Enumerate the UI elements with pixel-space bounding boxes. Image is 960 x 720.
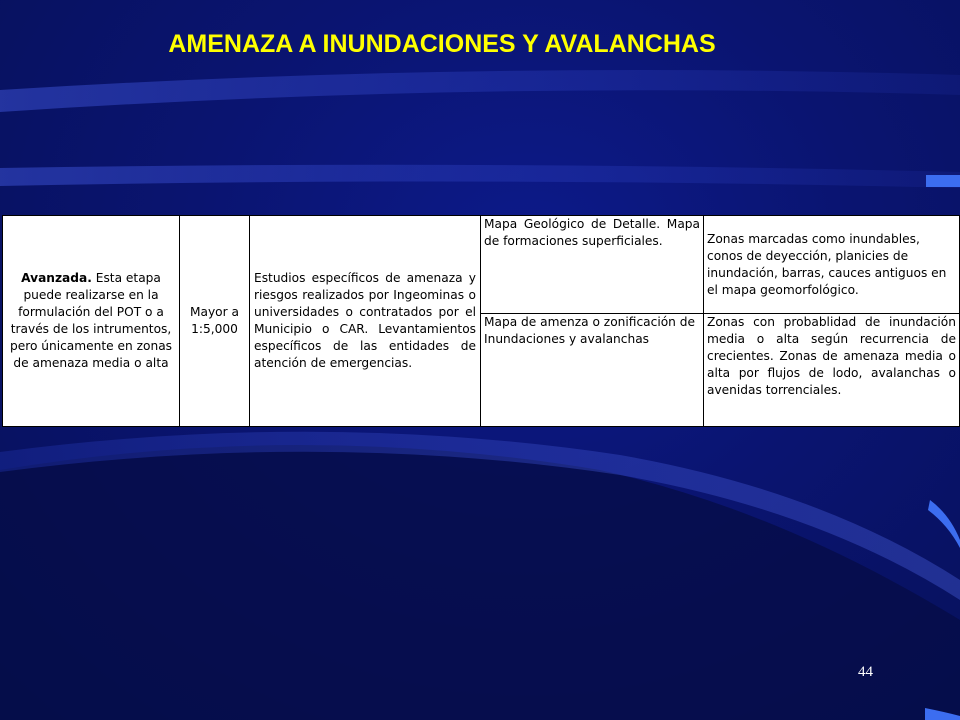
stage-cell (3, 216, 180, 426)
page-number: 44 (858, 664, 873, 680)
zones-cell-2 (704, 314, 959, 426)
right-stroke-1 (928, 500, 960, 548)
zones-text-2: Zonas con probablidad de inundación media o alta según recurrencia de crecientes. Zonas de amenaza media o alta por flujos de lodo, avalanchas o avenidas torrenciales. (707, 315, 956, 397)
slide-title: AMENAZA A INUNDACIONES Y AVALANCHAS (168, 30, 716, 58)
map-text-1: Mapa Geológico de Detalle. Mapa de formaciones superficiales. (484, 217, 700, 248)
top-band-1 (0, 70, 960, 112)
studies-cell (250, 216, 481, 426)
stage-description: Esta etapa puede realizarse en la formulación del POT o a través de los intrumentos, pero únicamente en zonas de amenaza media o alta (9, 271, 173, 370)
dark-swoosh (0, 445, 960, 720)
hazard-table (2, 215, 960, 427)
scale-cell (180, 216, 250, 426)
scale-text: Mayor a 1:5,000 (189, 305, 239, 336)
studies-text: Estudios específicos de amenaza y riesgos realizados por Ingeominas o universidades o contratados por el Municipio o CAR. Levantamientos específicos de las entidades de atención de emergencias. (254, 271, 476, 370)
zones-text-1: Zonas marcadas como inundables, conos de deyección, planicies de inundación, barras, cauces antiguos en el mapa geomorfológico. (707, 231, 947, 297)
zones-cell-1 (704, 216, 959, 314)
map-text-2: Mapa de amenza o zonificación de Inundaciones y avalanchas (484, 315, 695, 346)
top-band-2 (0, 165, 960, 188)
map-cell-2 (481, 314, 704, 426)
map-cell-1 (481, 216, 704, 314)
stage-label: Avanzada. (21, 271, 92, 285)
right-tab (926, 175, 960, 187)
